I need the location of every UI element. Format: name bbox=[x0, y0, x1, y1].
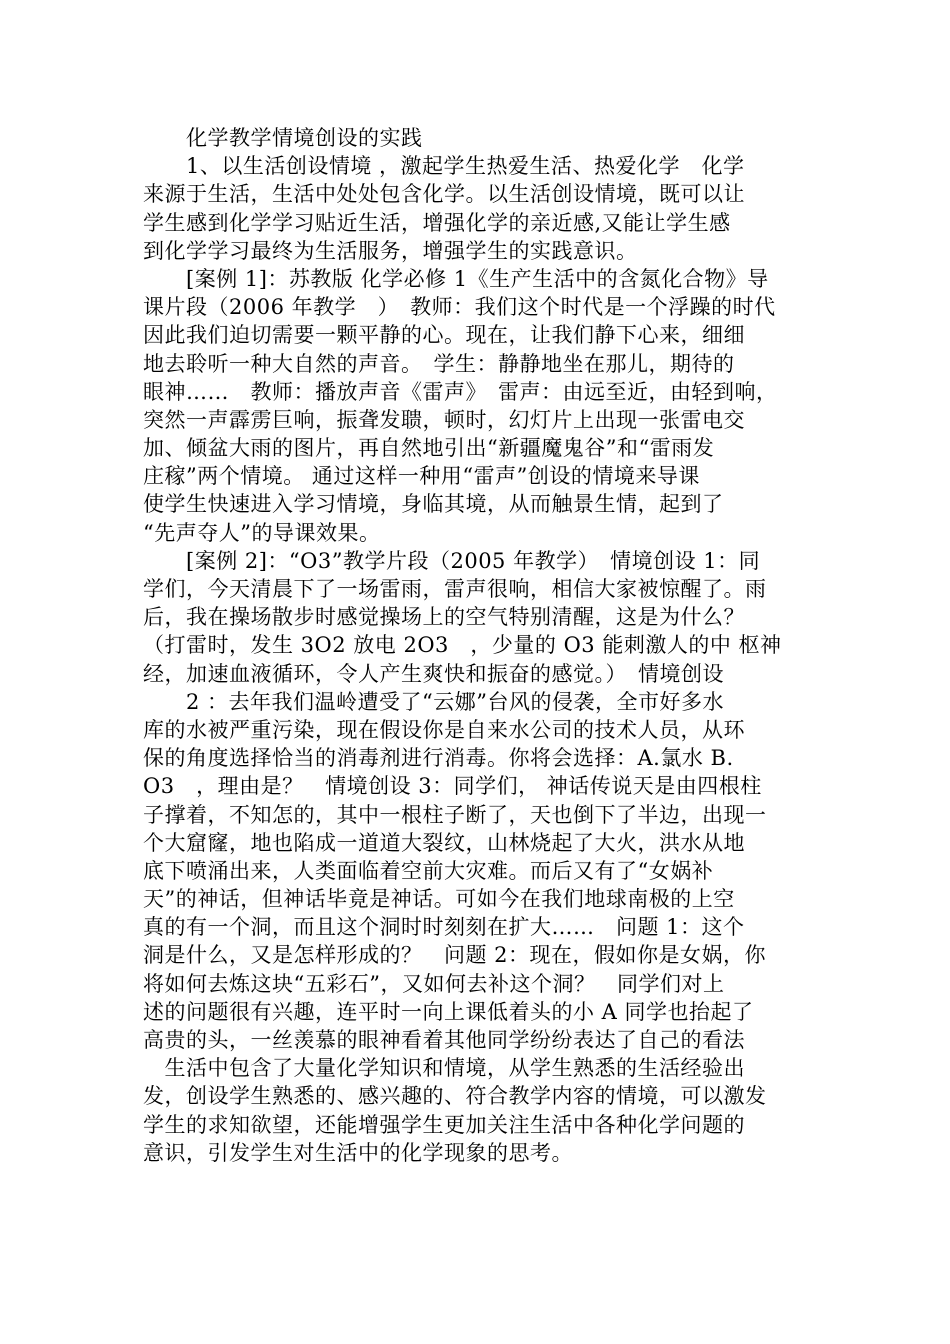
text-line: 洞是什么，又是怎样形成的？ 问题 2：现在，假如你是女娲，你 bbox=[143, 943, 767, 968]
text-line: O3 ，理由是？ 情境创设 3：同学们， 神话传说天是由四根柱 bbox=[143, 774, 762, 799]
text-line: 后，我在操场散步时感觉操场上的空气特别清醒，这是为什么？ bbox=[143, 605, 745, 630]
text-line: 学生感到化学学习贴近生活，增强化学的亲近感,又能让学生感 bbox=[143, 210, 731, 235]
text-line: 天”的神话，但神话毕竟是神话。可如今在我们地球南极的上空 bbox=[143, 887, 735, 912]
text-line: 意识，引发学生对生活中的化学现象的思考。 bbox=[143, 1140, 573, 1165]
text-line: 眼神…… 教师：播放声音《雷声》 雷声：由远至近，由轻到响， bbox=[143, 379, 778, 404]
text-line: 来源于生活，生活中处处包含化学。以生活创设情境，既可以让 bbox=[143, 182, 745, 207]
text-line: 个大窟窿，地也陷成一道道大裂纹，山林烧起了大火，洪水从地 bbox=[143, 830, 745, 855]
text-line: 库的水被严重污染，现在假设你是自来水公司的技术人员，从环 bbox=[143, 717, 745, 742]
text-line: 使学生快速进入学习情境，身临其境，从而触景生情，起到了 bbox=[143, 492, 724, 517]
text-line: 子撑着，不知怎的，其中一根柱子断了，天也倒下了半边，出现一 bbox=[143, 802, 767, 827]
text-line: 底下喷涌出来，人类面临着空前大灾难。而后又有了“女娲补 bbox=[143, 858, 714, 883]
text-line: 突然一声霹雳巨响，振聋发聩，顿时，幻灯片上出现一张雷电交 bbox=[143, 407, 745, 432]
text-line: [案例 1]：苏教版 化学必修 1《生产生活中的含氮化合物》导 bbox=[143, 266, 769, 291]
text-line: 保的角度选择恰当的消毒剂进行消毒。你将会选择：A.氯水 B. bbox=[143, 746, 734, 771]
text-line: 述的问题很有兴趣，连平时一向上课低着头的小 A 同学也抬起了 bbox=[143, 999, 754, 1024]
text-line: 高贵的头，一丝羡慕的眼神看着其他同学纷纷表达了自己的看法 bbox=[143, 1028, 745, 1052]
text-line: 1、以生活创设情境 ，激起学生热爱生活、热爱化学 化学 bbox=[143, 154, 745, 179]
text-line: 将如何去炼这块“五彩石”，又如何去补这个洞？ 同学们对上 bbox=[143, 971, 725, 996]
text-line: 2 ：去年我们温岭遭受了“云娜”台风的侵袭，全市好多水 bbox=[143, 689, 725, 714]
text-line: “先声夺人”的导课效果。 bbox=[143, 520, 381, 545]
text-line: 真的有一个洞，而且这个洞时时刻刻在扩大…… 问题 1：这个 bbox=[143, 915, 745, 940]
text-line: [案例 2]：“O3”教学片段（2005 年教学） 情境创设 1：同 bbox=[143, 548, 761, 573]
text-line: 学们，今天清晨下了一场雷雨，雷声很响，相信大家被惊醒了。雨 bbox=[143, 577, 767, 601]
text-line: 生活中包含了大量化学知识和情境，从学生熟悉的生活经验出 bbox=[143, 1056, 745, 1081]
text-line: （打雷时，发生 3O2 放电 2O3 ，少量的 O3 能刺激人的中 枢神 bbox=[143, 633, 782, 658]
text-line: 加、倾盆大雨的图片，再自然地引出“新疆魔鬼谷”和“雷雨发 bbox=[143, 436, 715, 461]
text-line: 学生的求知欲望，还能增强学生更加关注生活中各种化学问题的 bbox=[143, 1112, 745, 1137]
text-line: 到化学学习最终为生活服务，增强学生的实践意识。 bbox=[143, 238, 638, 263]
text-line: 发，创设学生熟悉的、感兴趣的、符合教学内容的情境，可以激发 bbox=[143, 1084, 767, 1109]
text-line: 因此我们迫切需要一颗平静的心。现在，让我们静下心来，细细 bbox=[143, 323, 745, 348]
text-line: 地去聆听一种大自然的声音。 学生：静静地坐在那儿，期待的 bbox=[143, 351, 735, 376]
text-line: 课片段（2006 年教学 ） 教师：我们这个时代是一个浮躁的时代 bbox=[143, 295, 776, 320]
document-title: 化学教学情境创设的实践 bbox=[143, 126, 423, 150]
document-body bbox=[143, 124, 809, 1167]
text-line: 庄稼”两个情境。 通过这样一种用“雷声”创设的情境来导课 bbox=[143, 464, 700, 489]
text-line: 经，加速血液循环，令人产生爽快和振奋的感觉。） 情境创设 bbox=[143, 661, 724, 686]
